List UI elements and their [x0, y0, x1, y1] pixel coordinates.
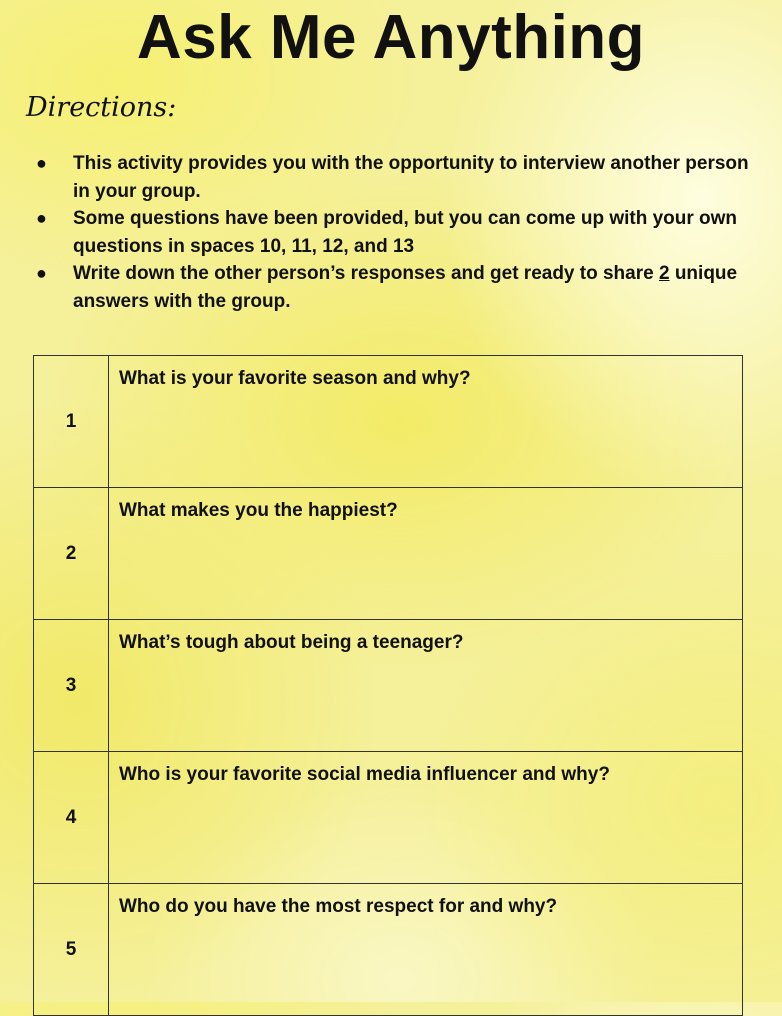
directions-heading: Directions:: [26, 92, 177, 123]
bullet-icon: ●: [36, 208, 47, 228]
bullet-icon: ●: [36, 153, 47, 173]
question-number: 2: [34, 488, 109, 620]
question-cell[interactable]: Who do you have the most respect for and why?: [109, 884, 743, 1016]
questions-table: [33, 355, 743, 1016]
table-row: [34, 488, 743, 620]
direction-item: [32, 205, 752, 260]
direction-text: This activity provides you with the opportunity to interview another person in your group.: [73, 153, 749, 202]
question-cell[interactable]: What is your favorite season and why?: [109, 356, 743, 488]
directions-list: [32, 150, 752, 315]
direction-text: Write down the other person’s responses and get ready to share: [73, 263, 659, 284]
question-number: 1: [34, 356, 109, 488]
table-row: [34, 620, 743, 752]
question-cell[interactable]: What’s tough about being a teenager?: [109, 620, 743, 752]
direction-text: Some questions have been provided, but you can come up with your own questions in spaces 10, 11, 12, and 13: [73, 208, 738, 257]
question-cell[interactable]: What makes you the happiest?: [109, 488, 743, 620]
page-title: Ask Me Anything: [136, 3, 646, 72]
underlined-number: 2: [658, 263, 670, 284]
table-row: [34, 752, 743, 884]
question-number: 3: [34, 620, 109, 752]
question-number: 5: [34, 884, 109, 1016]
bullet-icon: ●: [36, 263, 47, 283]
question-number: 4: [34, 752, 109, 884]
table-row: [34, 884, 743, 1016]
direction-text: unique answers with the group.: [73, 263, 738, 312]
question-cell[interactable]: Who is your favorite social media influencer and why?: [109, 752, 743, 884]
direction-item: [32, 260, 752, 315]
direction-item: [32, 150, 752, 205]
table-row: [34, 356, 743, 488]
